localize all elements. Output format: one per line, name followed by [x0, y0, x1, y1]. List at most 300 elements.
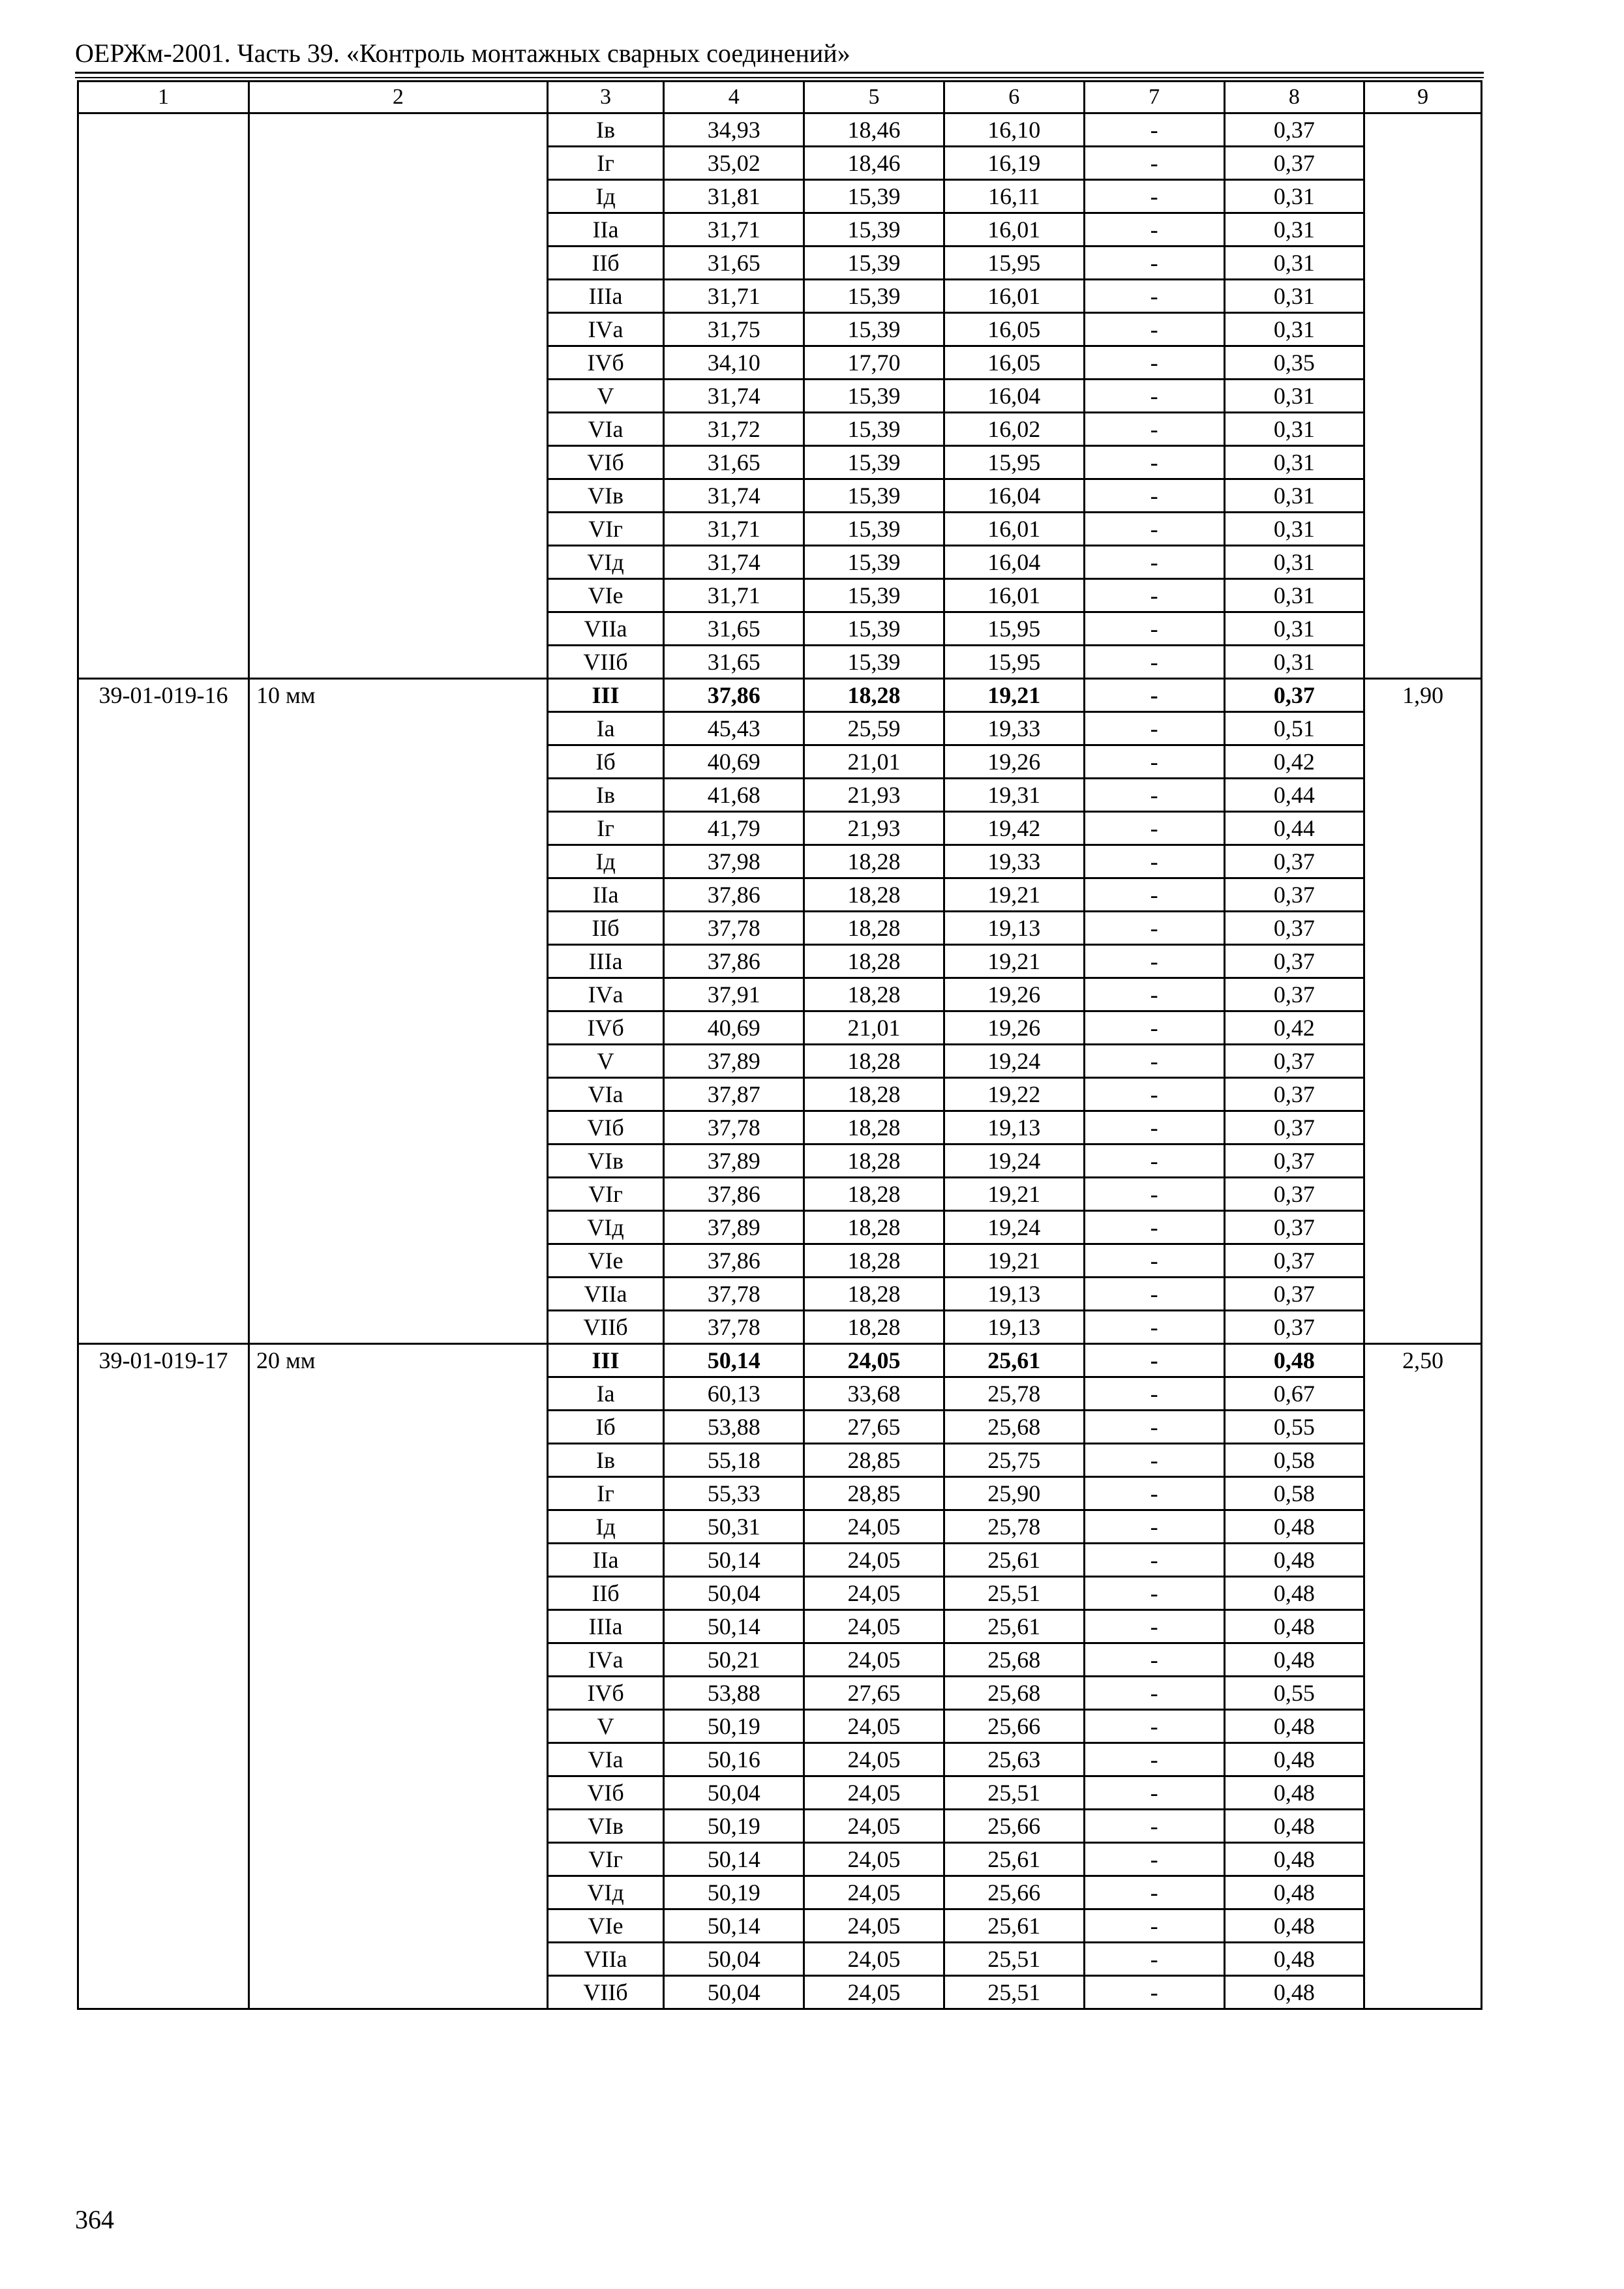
total-cost-cell: 50,14 [664, 1544, 804, 1577]
machine-cost-cell: 19,13 [944, 1278, 1084, 1311]
labor-cost-cell: 15,39 [804, 313, 944, 346]
materials-cell: - [1084, 113, 1224, 147]
labor-cost-cell: 24,05 [804, 1810, 944, 1843]
materials-cell: - [1084, 679, 1224, 712]
machine-cost-cell: 16,01 [944, 579, 1084, 612]
materials-cell: - [1084, 1776, 1224, 1810]
machine-cost-cell: 19,21 [944, 1178, 1084, 1211]
machine-cost-cell: 16,05 [944, 313, 1084, 346]
labor-hours-cell: 0,37 [1224, 1078, 1364, 1111]
machine-cost-cell: 16,02 [944, 413, 1084, 446]
labor-cost-cell: 28,85 [804, 1477, 944, 1510]
category-cell: Iа [547, 1377, 664, 1411]
total-cost-cell: 60,13 [664, 1377, 804, 1411]
labor-hours-cell: 0,37 [1224, 878, 1364, 912]
total-cost-cell: 34,10 [664, 346, 804, 380]
total-cost-cell: 35,02 [664, 147, 804, 180]
category-cell: IVб [547, 1677, 664, 1710]
total-cost-cell: 50,14 [664, 1344, 804, 1377]
category-cell: IVб [547, 346, 664, 380]
machine-cost-cell: 25,66 [944, 1710, 1084, 1743]
total-cost-cell: 55,18 [664, 1444, 804, 1477]
labor-hours-cell: 0,44 [1224, 812, 1364, 845]
total-cost-cell: 53,88 [664, 1411, 804, 1444]
materials-cell: - [1084, 779, 1224, 812]
machine-cost-cell: 19,13 [944, 1111, 1084, 1144]
materials-cell: - [1084, 1278, 1224, 1311]
machine-cost-cell: 19,26 [944, 1011, 1084, 1045]
table-row [78, 113, 1482, 147]
category-cell: VIб [547, 1776, 664, 1810]
category-cell: VIг [547, 1178, 664, 1211]
labor-hours-cell: 0,42 [1224, 1011, 1364, 1045]
machine-cost-cell: 25,61 [944, 1344, 1084, 1377]
labor-cost-cell: 18,28 [804, 1211, 944, 1244]
total-cost-cell: 40,69 [664, 745, 804, 779]
labor-cost-cell: 24,05 [804, 1909, 944, 1943]
category-cell: VIв [547, 1144, 664, 1178]
total-cost-cell: 50,21 [664, 1643, 804, 1677]
labor-cost-cell: 18,28 [804, 1078, 944, 1111]
machine-cost-cell: 25,61 [944, 1610, 1084, 1643]
total-cost-cell: 50,14 [664, 1843, 804, 1876]
labor-cost-cell: 24,05 [804, 1743, 944, 1776]
labor-hours-cell: 0,37 [1224, 113, 1364, 147]
labor-cost-cell: 18,28 [804, 1178, 944, 1211]
machine-cost-cell: 16,11 [944, 180, 1084, 213]
labor-hours-cell: 0,37 [1224, 1111, 1364, 1144]
machine-cost-cell: 19,26 [944, 745, 1084, 779]
labor-hours-cell: 0,31 [1224, 213, 1364, 247]
category-cell: Iб [547, 1411, 664, 1444]
category-cell: VIг [547, 1843, 664, 1876]
column-number-row [78, 82, 1482, 113]
materials-cell: - [1084, 1344, 1224, 1377]
machine-cost-cell: 16,19 [944, 147, 1084, 180]
category-cell: IVб [547, 1011, 664, 1045]
materials-cell: - [1084, 912, 1224, 945]
materials-cell: - [1084, 845, 1224, 878]
labor-hours-cell: 0,31 [1224, 380, 1364, 413]
total-cost-cell: 37,86 [664, 679, 804, 712]
category-cell: VIб [547, 1111, 664, 1144]
materials-cell: - [1084, 513, 1224, 546]
labor-cost-cell: 18,28 [804, 1311, 944, 1344]
machine-cost-cell: 19,13 [944, 912, 1084, 945]
column-header: 9 [1364, 82, 1482, 113]
machine-cost-cell: 19,26 [944, 978, 1084, 1011]
labor-cost-cell: 18,28 [804, 978, 944, 1011]
machine-cost-cell: 25,63 [944, 1743, 1084, 1776]
category-cell: IVа [547, 313, 664, 346]
machine-cost-cell: 15,95 [944, 446, 1084, 479]
category-cell: VIе [547, 1909, 664, 1943]
total-cost-cell: 50,14 [664, 1610, 804, 1643]
machine-cost-cell: 25,51 [944, 1776, 1084, 1810]
machine-cost-cell: 16,04 [944, 380, 1084, 413]
machine-cost-cell: 25,78 [944, 1377, 1084, 1411]
labor-hours-cell: 0,37 [1224, 1244, 1364, 1278]
category-cell: VIв [547, 479, 664, 513]
header-rule-top [75, 72, 1484, 74]
labor-cost-cell: 18,28 [804, 912, 944, 945]
total-cost-cell: 34,93 [664, 113, 804, 147]
labor-hours-cell: 0,31 [1224, 479, 1364, 513]
materials-cell: - [1084, 1577, 1224, 1610]
column-header: 1 [78, 82, 249, 113]
materials-cell: - [1084, 1045, 1224, 1078]
labor-hours-cell: 0,48 [1224, 1544, 1364, 1577]
labor-hours-cell: 0,31 [1224, 513, 1364, 546]
materials-cell: - [1084, 1377, 1224, 1411]
machine-cost-cell: 25,61 [944, 1544, 1084, 1577]
total-cost-cell: 50,19 [664, 1810, 804, 1843]
machine-cost-cell: 15,95 [944, 247, 1084, 280]
total-cost-cell: 31,74 [664, 380, 804, 413]
materials-cell: - [1084, 1011, 1224, 1045]
labor-cost-cell: 24,05 [804, 1643, 944, 1677]
total-cost-cell: 53,88 [664, 1677, 804, 1710]
labor-hours-cell: 0,48 [1224, 1344, 1364, 1377]
materials-cell: - [1084, 1178, 1224, 1211]
labor-cost-cell: 21,01 [804, 745, 944, 779]
rate-code-cell [78, 113, 249, 679]
column-header: 8 [1224, 82, 1364, 113]
labor-hours-cell: 0,31 [1224, 247, 1364, 280]
category-cell: VIе [547, 1244, 664, 1278]
materials-cell: - [1084, 812, 1224, 845]
labor-hours-cell: 0,37 [1224, 845, 1364, 878]
category-cell: VIIа [547, 612, 664, 646]
labor-cost-cell: 18,28 [804, 878, 944, 912]
category-cell: VIб [547, 446, 664, 479]
category-cell: VIIб [547, 1311, 664, 1344]
labor-hours-cell: 0,37 [1224, 945, 1364, 978]
labor-hours-cell: 0,37 [1224, 1045, 1364, 1078]
materials-cell: - [1084, 1677, 1224, 1710]
category-cell: VIа [547, 1078, 664, 1111]
total-cost-cell: 40,69 [664, 1011, 804, 1045]
total-cost-cell: 37,91 [664, 978, 804, 1011]
labor-cost-cell: 15,39 [804, 380, 944, 413]
labor-cost-cell: 24,05 [804, 1776, 944, 1810]
materials-cell: - [1084, 1710, 1224, 1743]
labor-cost-cell: 18,28 [804, 1111, 944, 1144]
materials-cell: - [1084, 313, 1224, 346]
labor-cost-cell: 24,05 [804, 1510, 944, 1544]
category-cell: V [547, 1045, 664, 1078]
machine-cost-cell: 19,33 [944, 845, 1084, 878]
materials-cell: - [1084, 1244, 1224, 1278]
materials-cell: - [1084, 1444, 1224, 1477]
materials-cell: - [1084, 745, 1224, 779]
labor-hours-cell: 0,31 [1224, 413, 1364, 446]
total-cost-cell: 50,31 [664, 1510, 804, 1544]
column-header: 6 [944, 82, 1084, 113]
materials-cell: - [1084, 546, 1224, 579]
total-cost-cell: 31,65 [664, 247, 804, 280]
total-cost-cell: 31,74 [664, 546, 804, 579]
header-rule-bottom [75, 77, 1484, 78]
category-cell: IIа [547, 878, 664, 912]
labor-hours-cell: 0,48 [1224, 1909, 1364, 1943]
machine-cost-cell: 16,01 [944, 513, 1084, 546]
total-cost-cell: 37,78 [664, 1278, 804, 1311]
labor-cost-cell: 21,93 [804, 812, 944, 845]
total-cost-cell: 50,19 [664, 1876, 804, 1909]
total-cost-cell: 37,89 [664, 1045, 804, 1078]
machine-cost-cell: 19,21 [944, 1244, 1084, 1278]
total-cost-cell: 31,75 [664, 313, 804, 346]
category-cell: Iд [547, 1510, 664, 1544]
labor-cost-cell: 18,28 [804, 1278, 944, 1311]
category-cell: IIIа [547, 945, 664, 978]
category-cell: IIа [547, 1544, 664, 1577]
category-cell: Iа [547, 712, 664, 745]
materials-cell: - [1084, 1876, 1224, 1909]
category-cell: V [547, 1710, 664, 1743]
category-cell: IIIа [547, 1610, 664, 1643]
rates-table [77, 80, 1482, 2010]
category-cell: Iв [547, 1444, 664, 1477]
labor-hours-cell: 0,58 [1224, 1444, 1364, 1477]
labor-cost-cell: 24,05 [804, 1344, 944, 1377]
labor-cost-cell: 15,39 [804, 646, 944, 679]
machine-cost-cell: 25,68 [944, 1411, 1084, 1444]
machine-cost-cell: 25,51 [944, 1976, 1084, 2009]
labor-cost-cell: 24,05 [804, 1610, 944, 1643]
materials-cell: - [1084, 878, 1224, 912]
materials-cell: - [1084, 479, 1224, 513]
materials-cell: - [1084, 712, 1224, 745]
materials-cell: - [1084, 1643, 1224, 1677]
labor-hours-cell: 0,35 [1224, 346, 1364, 380]
machine-cost-cell: 19,13 [944, 1311, 1084, 1344]
labor-hours-cell: 0,48 [1224, 1577, 1364, 1610]
total-cost-cell: 50,04 [664, 1577, 804, 1610]
labor-hours-cell: 0,55 [1224, 1411, 1364, 1444]
labor-hours-cell: 0,37 [1224, 679, 1364, 712]
category-cell: VIв [547, 1810, 664, 1843]
column-header: 7 [1084, 82, 1224, 113]
labor-hours-cell: 0,48 [1224, 1510, 1364, 1544]
materials-cell: - [1084, 147, 1224, 180]
labor-hours-cell: 0,48 [1224, 1710, 1364, 1743]
labor-cost-cell: 15,39 [804, 180, 944, 213]
machine-cost-cell: 25,66 [944, 1810, 1084, 1843]
category-cell: IIб [547, 912, 664, 945]
machine-cost-cell: 25,68 [944, 1677, 1084, 1710]
labor-hours-cell: 0,31 [1224, 546, 1364, 579]
total-cost-cell: 37,89 [664, 1144, 804, 1178]
machine-cost-cell: 16,01 [944, 213, 1084, 247]
labor-hours-cell: 0,37 [1224, 1144, 1364, 1178]
labor-cost-cell: 24,05 [804, 1876, 944, 1909]
machine-cost-cell: 16,04 [944, 546, 1084, 579]
labor-cost-cell: 21,01 [804, 1011, 944, 1045]
category-cell: Iг [547, 1477, 664, 1510]
labor-hours-cell: 0,44 [1224, 779, 1364, 812]
materials-cell: - [1084, 1610, 1224, 1643]
machine-cost-cell: 19,31 [944, 779, 1084, 812]
labor-cost-cell: 25,59 [804, 712, 944, 745]
machine-cost-cell: 25,75 [944, 1444, 1084, 1477]
total-cost-cell: 50,04 [664, 1943, 804, 1976]
category-cell: Iд [547, 180, 664, 213]
category-cell: VIг [547, 513, 664, 546]
materials-cell: - [1084, 1909, 1224, 1943]
machine-cost-cell: 15,95 [944, 612, 1084, 646]
total-cost-cell: 31,71 [664, 280, 804, 313]
labor-hours-cell: 0,31 [1224, 646, 1364, 679]
materials-cell: - [1084, 413, 1224, 446]
machine-cost-cell: 19,21 [944, 945, 1084, 978]
labor-hours-cell: 0,31 [1224, 612, 1364, 646]
labor-cost-cell: 15,39 [804, 413, 944, 446]
total-cost-cell: 37,86 [664, 878, 804, 912]
labor-hours-cell: 0,48 [1224, 1610, 1364, 1643]
labor-cost-cell: 15,39 [804, 479, 944, 513]
category-cell: VIе [547, 579, 664, 612]
category-cell: VIд [547, 1876, 664, 1909]
total-cost-cell: 31,65 [664, 446, 804, 479]
category-cell: Iг [547, 147, 664, 180]
labor-cost-cell: 15,39 [804, 280, 944, 313]
total-cell: 1,90 [1364, 679, 1482, 1344]
labor-cost-cell: 15,39 [804, 612, 944, 646]
total-cost-cell: 37,78 [664, 1311, 804, 1344]
column-header: 4 [664, 82, 804, 113]
labor-cost-cell: 18,46 [804, 113, 944, 147]
total-cost-cell: 50,19 [664, 1710, 804, 1743]
total-cost-cell: 50,16 [664, 1743, 804, 1776]
labor-hours-cell: 0,48 [1224, 1843, 1364, 1876]
labor-hours-cell: 0,37 [1224, 1178, 1364, 1211]
materials-cell: - [1084, 978, 1224, 1011]
labor-hours-cell: 0,48 [1224, 1943, 1364, 1976]
labor-hours-cell: 0,37 [1224, 978, 1364, 1011]
machine-cost-cell: 25,90 [944, 1477, 1084, 1510]
materials-cell: - [1084, 646, 1224, 679]
total-cost-cell: 41,68 [664, 779, 804, 812]
labor-cost-cell: 24,05 [804, 1976, 944, 2009]
materials-cell: - [1084, 1544, 1224, 1577]
labor-hours-cell: 0,31 [1224, 313, 1364, 346]
total-cost-cell: 37,86 [664, 945, 804, 978]
labor-cost-cell: 24,05 [804, 1710, 944, 1743]
category-cell: Iд [547, 845, 664, 878]
labor-hours-cell: 0,31 [1224, 280, 1364, 313]
category-cell: III [547, 1344, 664, 1377]
category-cell: VIа [547, 413, 664, 446]
labor-cost-cell: 18,28 [804, 845, 944, 878]
labor-hours-cell: 0,37 [1224, 147, 1364, 180]
total-cost-cell: 31,65 [664, 646, 804, 679]
machine-cost-cell: 25,68 [944, 1643, 1084, 1677]
labor-hours-cell: 0,48 [1224, 1643, 1364, 1677]
labor-cost-cell: 18,28 [804, 1144, 944, 1178]
machine-cost-cell: 19,24 [944, 1045, 1084, 1078]
total-cell: 2,50 [1364, 1344, 1482, 2009]
total-cost-cell: 50,14 [664, 1909, 804, 1943]
category-cell: Iг [547, 812, 664, 845]
machine-cost-cell: 25,66 [944, 1876, 1084, 1909]
labor-cost-cell: 27,65 [804, 1677, 944, 1710]
materials-cell: - [1084, 247, 1224, 280]
labor-hours-cell: 0,48 [1224, 1876, 1364, 1909]
machine-cost-cell: 16,10 [944, 113, 1084, 147]
labor-cost-cell: 24,05 [804, 1577, 944, 1610]
category-cell: VIд [547, 546, 664, 579]
column-header: 5 [804, 82, 944, 113]
page-number: 364 [75, 2205, 114, 2234]
labor-cost-cell: 15,39 [804, 513, 944, 546]
labor-hours-cell: 0,31 [1224, 579, 1364, 612]
labor-cost-cell: 18,28 [804, 1244, 944, 1278]
thickness-cell: 10 мм [248, 679, 547, 1344]
category-cell: IIIа [547, 280, 664, 313]
machine-cost-cell: 19,24 [944, 1211, 1084, 1244]
category-cell: VIIб [547, 1976, 664, 2009]
labor-cost-cell: 27,65 [804, 1411, 944, 1444]
column-header: 3 [547, 82, 664, 113]
table-row [78, 1344, 1482, 1377]
table-row [78, 679, 1482, 712]
labor-cost-cell: 24,05 [804, 1843, 944, 1876]
rate-code-cell: 39-01-019-17 [78, 1344, 249, 2009]
category-cell: VIд [547, 1211, 664, 1244]
total-cost-cell: 31,81 [664, 180, 804, 213]
labor-cost-cell: 15,39 [804, 247, 944, 280]
total-cost-cell: 31,74 [664, 479, 804, 513]
labor-cost-cell: 15,39 [804, 446, 944, 479]
materials-cell: - [1084, 612, 1224, 646]
machine-cost-cell: 25,61 [944, 1843, 1084, 1876]
machine-cost-cell: 19,21 [944, 679, 1084, 712]
materials-cell: - [1084, 1810, 1224, 1843]
materials-cell: - [1084, 180, 1224, 213]
category-cell: Iв [547, 113, 664, 147]
total-cost-cell: 37,78 [664, 1111, 804, 1144]
materials-cell: - [1084, 1510, 1224, 1544]
total-cost-cell: 37,89 [664, 1211, 804, 1244]
materials-cell: - [1084, 1211, 1224, 1244]
labor-hours-cell: 0,42 [1224, 745, 1364, 779]
materials-cell: - [1084, 1843, 1224, 1876]
category-cell: Iв [547, 779, 664, 812]
materials-cell: - [1084, 1976, 1224, 2009]
materials-cell: - [1084, 1111, 1224, 1144]
total-cost-cell: 31,72 [664, 413, 804, 446]
total-cost-cell: 37,87 [664, 1078, 804, 1111]
materials-cell: - [1084, 1411, 1224, 1444]
total-cost-cell: 31,71 [664, 579, 804, 612]
labor-hours-cell: 0,37 [1224, 1211, 1364, 1244]
materials-cell: - [1084, 446, 1224, 479]
category-cell: IIб [547, 1577, 664, 1610]
materials-cell: - [1084, 1477, 1224, 1510]
labor-hours-cell: 0,48 [1224, 1810, 1364, 1843]
total-cost-cell: 45,43 [664, 712, 804, 745]
labor-cost-cell: 21,93 [804, 779, 944, 812]
labor-hours-cell: 0,37 [1224, 912, 1364, 945]
total-cost-cell: 37,86 [664, 1178, 804, 1211]
machine-cost-cell: 25,78 [944, 1510, 1084, 1544]
machine-cost-cell: 19,21 [944, 878, 1084, 912]
total-cost-cell: 55,33 [664, 1477, 804, 1510]
materials-cell: - [1084, 213, 1224, 247]
labor-hours-cell: 0,37 [1224, 1278, 1364, 1311]
